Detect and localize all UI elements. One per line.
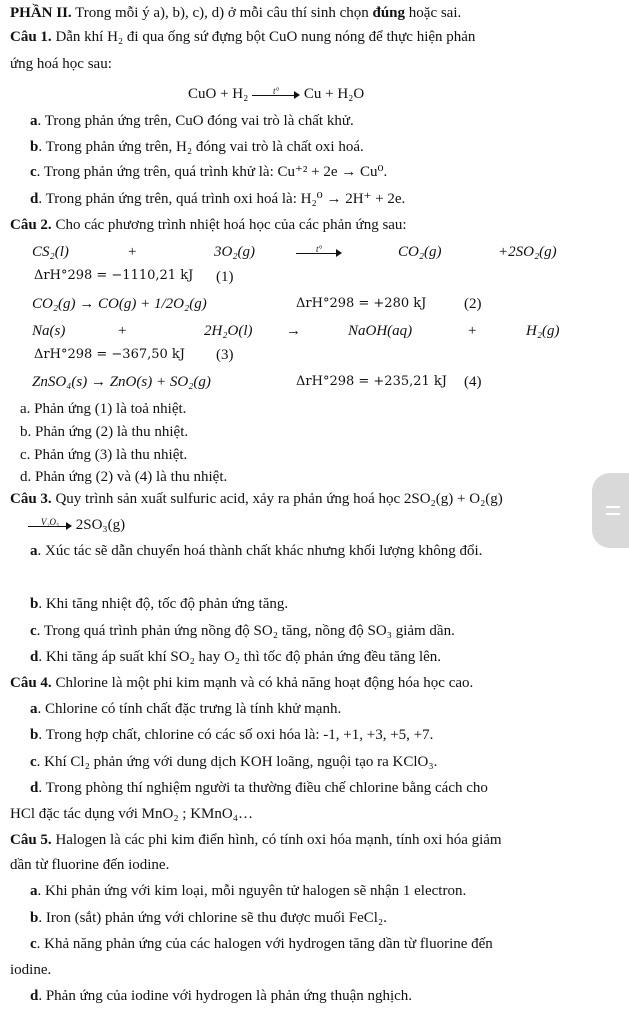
- q2-r3-plus-2: +: [468, 323, 477, 339]
- q2-r3-b: 2H₂O(l): [204, 323, 253, 339]
- q2-r2-num: (2): [464, 296, 482, 312]
- q3-product: 2SO₃(g): [75, 517, 126, 533]
- q1-d-letter: d: [30, 191, 39, 207]
- q1-c-letter: c: [30, 164, 37, 180]
- q1-label: Câu 1.: [10, 29, 52, 45]
- q1-eq-left: CuO + H₂: [188, 86, 249, 102]
- q2-option-d: d. Phản ứng (2) và (4) là thu nhiệt.: [20, 469, 228, 485]
- q4-c-text: . Khí Cl₂ phản ứng với dung dịch KOH loãng, nguội tạo ra KClO₃.: [36, 754, 438, 770]
- q2-r3-d: H₂(g): [526, 323, 560, 339]
- q4-option-d: [30, 779, 488, 797]
- q3-option-b: [30, 595, 288, 613]
- q2-r3-enthalpy: ΔrH°298 = −367,50 kJ: [34, 347, 186, 362]
- q2-r1-num: (1): [216, 269, 234, 285]
- q3-c-text: . Trong quá trình phản ứng nồng độ SO₂ tăng, nồng độ SO₃ giảm dần.: [36, 623, 455, 639]
- q3-equation-cont: [28, 516, 125, 534]
- q4-option-b: [30, 726, 433, 744]
- q5-a-letter: a: [30, 883, 38, 899]
- q5-option-c: [30, 935, 493, 953]
- q1-a-letter: a: [30, 113, 38, 129]
- q5-stem: [10, 831, 502, 849]
- reaction-arrow-icon: [28, 516, 72, 531]
- q5-option-b: [30, 909, 387, 927]
- handle-grip-icon: [606, 513, 620, 515]
- q4-stem: [10, 674, 473, 692]
- q3-a-text: . Xúc tác sẽ dẫn chuyển hoá thành chất khác nhưng khối lượng không đổi.: [37, 543, 483, 559]
- q3-d-text: . Khi tăng áp suất khí SO₂ hay O₂ thì tốc độ phản ứng đều tăng lên.: [38, 649, 442, 665]
- q2-option-b: b. Phản ứng (2) là thu nhiệt.: [20, 424, 189, 440]
- q2-r4-enthalpy: ΔrH°298 = +235,21 kJ: [296, 374, 448, 389]
- q2-r1-d: +2SO₂(g): [498, 244, 557, 260]
- side-panel-handle[interactable]: [592, 473, 629, 548]
- q1-d-text: . Trong phản ứng trên, quá trình oxi hoá là: H₂⁰ → 2H⁺ + 2e.: [38, 191, 406, 207]
- q2-r1-plus: +: [128, 244, 137, 260]
- q3-b-letter: b: [30, 596, 39, 612]
- q5-stem-2: dần từ fluorine đến iodine.: [10, 857, 170, 873]
- q3-option-d: [30, 648, 441, 666]
- q3-d-letter: d: [30, 649, 39, 665]
- q5-option-d: [30, 987, 412, 1005]
- q4-option-d-cont: HCl đặc tác dụng với MnO₂ ; KMnO₄…: [10, 806, 253, 822]
- q3-cond: V₂O₅: [40, 516, 60, 527]
- q4-text: Chlorine là một phi kim mạnh và có khả năng hoạt động hóa học cao.: [51, 675, 474, 691]
- q3-text: Quy trình sản xuất sulfuric acid, xảy ra phản ứng hoá học 2SO₂(g) + O₂(g): [51, 491, 503, 507]
- q4-b-letter: b: [30, 727, 39, 743]
- q2-r3-c: NaOH(aq): [348, 323, 413, 339]
- q5-d-text: . Phản ứng của iodine với hydrogen là phản ứng thuận nghịch.: [38, 988, 413, 1004]
- q1-b-letter: b: [30, 139, 39, 155]
- q3-b-text: . Khi tăng nhiệt độ, tốc độ phản ứng tăng.: [38, 596, 289, 612]
- q2-r4-eq: ZnSO₄(s) → ZnO(s) + SO₂(g): [32, 374, 211, 390]
- instruction-text: Trong mỗi ý a), b), c), d) ở mỗi câu thí sinh chọn: [71, 5, 373, 21]
- q4-option-c: [30, 753, 437, 771]
- q5-d-letter: d: [30, 988, 39, 1004]
- q4-option-a: [30, 700, 341, 718]
- q5-option-c-cont: iodine.: [10, 962, 52, 978]
- q5-a-text: . Khi phản ứng với kim loại, mỗi nguyên tử halogen sẽ nhận 1 electron.: [37, 883, 467, 899]
- q2-option-c: c. Phản ứng (3) là thu nhiệt.: [20, 447, 188, 463]
- q3-a-letter: a: [30, 543, 38, 559]
- q2-r3-arrow: →: [286, 323, 301, 339]
- q1-eq-cond: t°: [273, 85, 280, 96]
- q1-text-1: Dẫn khí H₂ đi qua ống sứ đựng bột CuO nung nóng để thực hiện phản: [51, 29, 476, 45]
- q2-r3-plus: +: [118, 323, 127, 339]
- q2-option-a: a. Phản ứng (1) là toả nhiệt.: [20, 401, 187, 417]
- q5-label: Câu 5.: [10, 832, 52, 848]
- q2-r1-b: 3O₂(g): [214, 244, 256, 260]
- handle-grip-icon: [606, 506, 620, 508]
- q4-d-text: . Trong phòng thí nghiệm người ta thường điều chế chlorine bằng cách cho: [38, 780, 488, 796]
- section-instruction: [10, 4, 461, 22]
- q5-b-letter: b: [30, 910, 39, 926]
- q2-label: Câu 2.: [10, 217, 52, 233]
- q3-label: Câu 3.: [10, 491, 52, 507]
- q5-text-1: Halogen là các phi kim điển hình, có tính oxi hóa mạnh, tính oxi hóa giảm: [51, 832, 502, 848]
- q2-r2-enthalpy: ΔrH°298 = +280 kJ: [296, 296, 427, 311]
- q2-r3-a: Na(s): [32, 323, 66, 339]
- q1-b-text: . Trong phản ứng trên, H₂ đóng vai trò là chất oxi hoá.: [38, 139, 364, 155]
- q1-eq-right: Cu + H₂O: [303, 86, 365, 102]
- q1-option-b: [30, 138, 364, 156]
- q3-option-a: [30, 542, 482, 560]
- q2-r2-eq: CO₂(g) → CO(g) + 1/2O₂(g): [32, 296, 207, 312]
- q5-b-text: . Iron (sắt) phản ứng với chlorine sẽ thu được muối FeCl₂.: [38, 910, 387, 926]
- q1-option-a: [30, 112, 354, 130]
- q4-a-letter: a: [30, 701, 38, 717]
- q2-stem: [10, 216, 407, 234]
- q2-text: Cho các phương trình nhiệt hoá học của các phản ứng sau:: [51, 217, 407, 233]
- q3-option-c: [30, 622, 455, 640]
- q2-r1-a: CS₂(l): [32, 244, 69, 260]
- q4-c-letter: c: [30, 754, 37, 770]
- q2-r1-enthalpy: ΔrH°298 = −1110,21 kJ: [34, 268, 194, 283]
- q1-stem: [10, 28, 475, 46]
- q1-stem-2: ứng hoá học sau:: [10, 56, 112, 72]
- q1-a-text: . Trong phản ứng trên, CuO đóng vai trò là chất khử.: [37, 113, 354, 129]
- q5-option-a: [30, 882, 466, 900]
- q1-option-c: [30, 163, 387, 181]
- q2-r4-num: (4): [464, 374, 482, 390]
- q4-d-letter: d: [30, 780, 39, 796]
- q4-b-text: . Trong hợp chất, chlorine có các số oxi hóa là: -1, +1, +3, +5, +7.: [38, 727, 434, 743]
- instruction-emphasis: đúng: [372, 5, 406, 21]
- q1-equation: [188, 85, 364, 103]
- reaction-arrow-icon: [296, 243, 342, 258]
- q1-option-d: [30, 190, 405, 208]
- q3-stem: [10, 490, 503, 508]
- instruction-text-end: hoặc sai.: [405, 5, 462, 21]
- q3-c-letter: c: [30, 623, 37, 639]
- q5-c-text: . Khả năng phản ứng của các halogen với hydrogen tăng dần từ fluorine đến: [36, 936, 493, 952]
- q4-a-text: . Chlorine có tính chất đặc trưng là tính khử mạnh.: [37, 701, 342, 717]
- q2-r1-arrow: [296, 243, 342, 261]
- q2-r1-c: CO₂(g): [398, 244, 442, 260]
- q1-c-text: . Trong phản ứng trên, quá trình khử là: Cu⁺² + 2e → Cu⁰.: [36, 164, 388, 180]
- reaction-arrow-icon: [252, 85, 300, 100]
- part-title: PHẦN II.: [10, 5, 72, 21]
- q2-r3-num: (3): [216, 347, 234, 363]
- q2-r1-cond: t°: [315, 243, 323, 254]
- q5-c-letter: c: [30, 936, 37, 952]
- q4-label: Câu 4.: [10, 675, 52, 691]
